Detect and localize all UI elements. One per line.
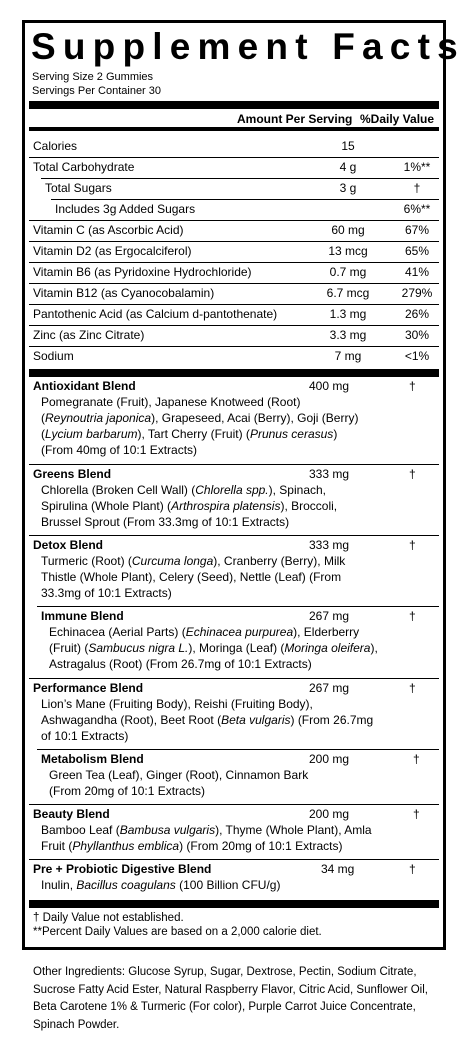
nutrient-row: [29, 220, 439, 241]
blend-detox: [29, 536, 439, 606]
blend-ingredients: [41, 696, 373, 744]
nutrient-amount: 4 g: [339, 160, 357, 174]
nutrient-amount: 13 mcg: [328, 244, 368, 258]
ingredient-line: Pomegranate (Fruit), Japanese Knotweed (Root): [41, 395, 301, 409]
nutrient-name: Calories: [33, 139, 78, 153]
nutrient-row: [29, 178, 439, 199]
latin-name: Curcuma longa: [131, 554, 214, 568]
latin-name: Bacillus coagulans: [76, 878, 176, 892]
ingredient-line: of 10:1 Extracts): [41, 729, 129, 743]
nutrient-name: Vitamin B6 (as Pyridoxine Hydrochloride): [33, 265, 252, 279]
latin-name: Prunus cerasus: [249, 427, 334, 441]
latin-name: Phyllanthus emblica: [72, 839, 180, 853]
nutrient-name: Vitamin B12 (as Cyanocobalamin): [33, 286, 215, 300]
nutrient-amount: 60 mg: [331, 223, 365, 237]
blend-name: Greens Blend: [33, 467, 112, 481]
nutrient-dv: 65%: [404, 244, 430, 258]
nutrient-row: [29, 136, 439, 157]
nutrient-dv: †: [413, 181, 421, 195]
nutrient-row: [29, 262, 439, 283]
nutrient-row: [29, 241, 439, 262]
thick-divider: [29, 900, 439, 908]
ingredient-line: (From 40mg of 10:1 Extracts): [41, 443, 198, 457]
ingredient-line: Lion’s Mane (Fruiting Body), Reishi (Fruiting Body),: [41, 697, 313, 711]
ingredient-line: Echinacea (Aerial Parts) (Echinacea purpurea), Elderberry: [49, 625, 360, 639]
nutrient-row: [29, 283, 439, 304]
blend-dv: †: [413, 752, 420, 766]
ingredient-line: Chlorella (Broken Cell Wall) (Chlorella spp.), Spinach,: [41, 483, 327, 497]
blend-ingredients: [41, 822, 372, 854]
latin-name: Arthrospira platensis: [171, 499, 281, 513]
nutrient-dv: <1%: [404, 349, 430, 363]
footnote-dagger: † Daily Value not established.: [33, 912, 184, 924]
blend-dv: †: [413, 807, 420, 821]
thick-divider: [29, 101, 439, 109]
ingredient-line: Bamboo Leaf (Bambusa vulgaris), Thyme (Whole Plant), Amla: [41, 823, 372, 837]
blend-amount: 267 mg: [309, 681, 350, 695]
latin-name: Moringa oleifera: [284, 641, 371, 655]
nutrient-dv: 41%: [404, 265, 430, 279]
nutrient-name: Includes 3g Added Sugars: [55, 202, 196, 216]
ingredient-line: Astragalus (Root) (From 26.7mg of 10:1 Extracts): [49, 657, 312, 671]
nutrient-amount: 1.3 mg: [329, 307, 367, 321]
ingredient-line: Green Tea (Leaf), Ginger (Root), Cinnamon Bark: [49, 768, 309, 782]
blend-name: Pre + Probiotic Digestive Blend: [33, 862, 212, 876]
latin-name: Bambusa vulgaris: [119, 823, 216, 837]
blend-metabolism: [29, 750, 439, 804]
nutrient-row: [29, 199, 439, 220]
panel-title: Supplement Facts: [31, 26, 465, 67]
other-ingredients-line: Beta Carotene 1% & Turmeric (For color), Purple Carrot Juice Concentrate,: [33, 1001, 416, 1013]
blend-dv: †: [409, 379, 416, 393]
blend-ingredients: [41, 877, 280, 893]
nutrient-name: Zinc (as Zinc Citrate): [33, 328, 145, 342]
ingredient-line: Ashwagandha (Root), Beet Root (Beta vulgaris) (From 26.7mg: [41, 713, 374, 727]
blend-name: Beauty Blend: [33, 807, 110, 821]
nutrient-name: Sodium: [33, 349, 74, 363]
blend-dv: †: [409, 681, 416, 695]
blend-dv: †: [409, 467, 416, 481]
nutrient-amount: 7 mg: [334, 349, 362, 363]
nutrient-dv: 67%: [404, 223, 430, 237]
nutrient-name: Total Sugars: [45, 181, 112, 195]
serving-size: Serving Size 2 Gummies: [32, 71, 154, 83]
blend-greens: [29, 465, 439, 535]
blend-name: Performance Blend: [33, 681, 144, 695]
blend-ingredients: [41, 553, 345, 601]
blend-ingredients: [41, 394, 358, 458]
nutrient-amount: 3.3 mg: [329, 328, 367, 342]
ingredient-line: (Lycium barbarum), Tart Cherry (Fruit) (Prunus cerasus): [41, 427, 338, 441]
blend-dv: †: [409, 609, 416, 623]
nutrient-amount: 3 g: [339, 181, 357, 195]
blend-ingredients: [49, 767, 308, 799]
nutrient-name: Pantothenic Acid (as Calcium d-pantothenate): [33, 307, 278, 321]
latin-name: Reynoutria japonica: [45, 411, 152, 425]
blend-name: Antioxidant Blend: [33, 379, 136, 393]
latin-name: Sambucus nigra L.: [88, 641, 189, 655]
ingredient-line: Inulin, Bacillus coagulans (100 Billion CFU/g): [41, 878, 281, 892]
blend-amount: 333 mg: [309, 538, 350, 552]
ingredient-line: (Fruit) (Sambucus nigra L.), Moringa (Leaf) (Moringa oleifera),: [49, 641, 378, 655]
thick-divider: [29, 369, 439, 377]
blend-ingredients: [49, 624, 378, 672]
nutrient-dv: 30%: [404, 328, 430, 342]
nutrient-amount: 15: [341, 139, 355, 153]
latin-name: Beta vulgaris: [221, 713, 291, 727]
other-ingredients: [33, 964, 428, 1034]
dv-header: %Daily Value: [360, 112, 435, 126]
latin-name: Chlorella spp.: [195, 483, 269, 497]
nutrient-dv: 1%**: [403, 160, 431, 174]
nutrient-name: Total Carbohydrate: [33, 160, 135, 174]
nutrient-amount: 0.7 mg: [329, 265, 367, 279]
blend-performance: [29, 679, 439, 749]
nutrient-dv: 26%: [404, 307, 430, 321]
ingredient-line: Thistle (Whole Plant), Celery (Seed), Nettle (Leaf) (From: [41, 570, 342, 584]
blend-amount: 34 mg: [321, 862, 355, 876]
nutrient-dv: 279%: [401, 286, 433, 300]
supplement-facts-panel: [22, 20, 465, 950]
latin-name: Echinacea purpurea: [185, 625, 294, 639]
header-divider: [29, 127, 439, 131]
amount-header: Amount Per Serving: [237, 112, 353, 126]
blend-name: Metabolism Blend: [41, 752, 144, 766]
blend-digestive: [29, 860, 439, 898]
blend-amount: 200 mg: [309, 807, 350, 821]
other-ingredients-line: Other Ingredients: Glucose Syrup, Sugar, Dextrose, Pectin, Sodium Citrate,: [33, 966, 417, 978]
blend-antioxidant: [29, 377, 439, 464]
nutrient-row: [29, 157, 439, 178]
blend-amount: 267 mg: [309, 609, 350, 623]
ingredient-line: Brussel Sprout (From 33.3mg of 10:1 Extracts): [41, 515, 290, 529]
blend-dv: †: [409, 538, 416, 552]
blend-beauty: [29, 805, 439, 859]
blend-amount: 400 mg: [309, 379, 350, 393]
blend-amount: 333 mg: [309, 467, 350, 481]
blend-name: Detox Blend: [33, 538, 104, 552]
ingredient-line: (From 20mg of 10:1 Extracts): [49, 784, 206, 798]
nutrient-row: [29, 346, 439, 367]
nutrient-row: [29, 304, 439, 325]
blend-dv: †: [409, 862, 416, 876]
ingredient-line: 33.3mg of 10:1 Extracts): [41, 586, 172, 600]
latin-name: Lycium barbarum: [45, 427, 138, 441]
other-ingredients-line: Spinach Powder.: [33, 1018, 120, 1031]
ingredient-line: Spirulina (Whole Plant) (Arthrospira platensis), Broccoli,: [41, 499, 338, 513]
footnote-daily-values: **Percent Daily Values are based on a 2,000 calorie diet.: [33, 926, 322, 938]
ingredient-line: (Reynoutria japonica), Grapeseed, Acai (Berry), Goji (Berry): [41, 411, 359, 425]
blend-immune: [29, 607, 439, 678]
ingredient-line: Turmeric (Root) (Curcuma longa), Cranberry (Berry), Milk: [41, 554, 346, 568]
nutrient-name: Vitamin D2 (as Ergocalciferol): [33, 244, 192, 258]
ingredient-line: Fruit (Phyllanthus emblica) (From 20mg of 10:1 Extracts): [41, 839, 343, 853]
blend-amount: 200 mg: [309, 752, 350, 766]
other-ingredients-line: Sucrose Fatty Acid Ester, Natural Raspberry Flavor, Citric Acid, Sunflower Oil,: [33, 983, 428, 996]
nutrient-row: [29, 325, 439, 346]
servings-per-container: Servings Per Container 30: [32, 85, 162, 97]
nutrient-name: Vitamin C (as Ascorbic Acid): [33, 223, 184, 237]
blend-ingredients: [41, 482, 337, 530]
nutrient-dv: 6%**: [403, 202, 431, 216]
blend-name: Immune Blend: [41, 609, 124, 623]
nutrient-amount: 6.7 mcg: [326, 286, 370, 300]
